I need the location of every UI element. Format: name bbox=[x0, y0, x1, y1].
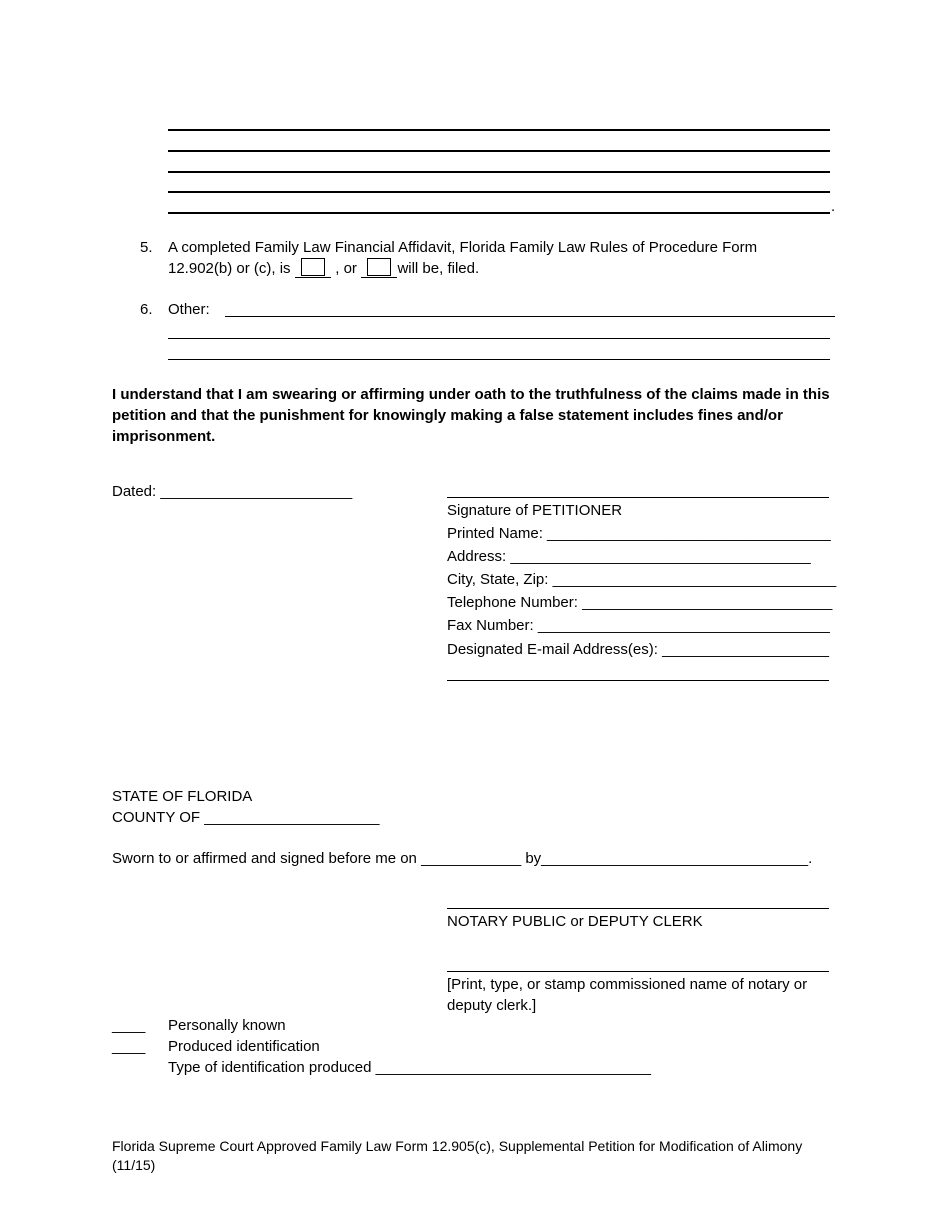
commissioned-name-line[interactable] bbox=[447, 971, 829, 972]
sworn-statement: Sworn to or affirmed and signed before me on ____________ by________________________________. bbox=[112, 850, 813, 867]
item5-line2-end: will be, filed. bbox=[397, 260, 480, 277]
other-line-3[interactable] bbox=[168, 359, 830, 360]
produced-id-blank[interactable]: ____ bbox=[112, 1038, 146, 1055]
state-label: STATE OF FLORIDA bbox=[112, 788, 253, 805]
item5-line2 bbox=[168, 258, 479, 279]
type-of-id-field: Type of identification produced _________________________________ bbox=[168, 1059, 651, 1076]
will-be-filed-checkbox[interactable] bbox=[361, 260, 397, 278]
blank-line bbox=[168, 150, 830, 152]
item5-line2-mid: , or bbox=[335, 260, 357, 277]
is-filed-checkbox[interactable] bbox=[295, 260, 331, 278]
footer-line2: (11/15) bbox=[112, 1157, 156, 1173]
blank-line bbox=[168, 129, 830, 131]
email-continuation-line[interactable] bbox=[447, 680, 829, 681]
personally-known-label: Personally known bbox=[168, 1017, 286, 1034]
address-field: Address: ____________________________________ bbox=[447, 548, 811, 565]
other-line-1[interactable] bbox=[225, 316, 835, 317]
county-field: COUNTY OF _____________________ bbox=[112, 809, 380, 826]
oath-statement: I understand that I am swearing or affirming under oath to the truthfulness of the claims made in this petition and that the punishment for knowingly making a false statement includes fines and/or imprisonment. bbox=[112, 386, 830, 445]
item6-label: Other: bbox=[168, 301, 210, 318]
printed-name-field: Printed Name: __________________________________ bbox=[447, 525, 831, 542]
email-field: Designated E-mail Address(es): ____________________ bbox=[447, 641, 829, 658]
item5-line1: A completed Family Law Financial Affidavit, Florida Family Law Rules of Procedure Form bbox=[168, 239, 758, 256]
blank-line bbox=[168, 212, 830, 214]
blank-line bbox=[168, 191, 830, 193]
other-line-2[interactable] bbox=[168, 338, 830, 339]
notary-signature-line[interactable] bbox=[447, 908, 829, 909]
city-state-zip-field: City, State, Zip: __________________________________ bbox=[447, 571, 837, 588]
personally-known-blank[interactable]: ____ bbox=[112, 1017, 146, 1034]
signature-line[interactable] bbox=[447, 497, 829, 498]
commissioned-note-line1: [Print, type, or stamp commissioned name of notary or bbox=[447, 976, 808, 993]
period: . bbox=[831, 198, 836, 215]
item5-number: 5. bbox=[140, 239, 153, 256]
signature-label: Signature of PETITIONER bbox=[447, 502, 623, 519]
fax-field: Fax Number: ___________________________________ bbox=[447, 617, 830, 634]
blank-line bbox=[168, 171, 830, 173]
commissioned-note-line2: deputy clerk.] bbox=[447, 997, 537, 1014]
footer-line1: Florida Supreme Court Approved Family Law Form 12.905(c), Supplemental Petition for Modification of Alimony bbox=[112, 1138, 803, 1154]
produced-id-label: Produced identification bbox=[168, 1038, 320, 1055]
dated-field: Dated: _______________________ bbox=[112, 483, 353, 500]
item5-line2-start: 12.902(b) or (c), is bbox=[168, 260, 291, 277]
item6-number: 6. bbox=[140, 301, 153, 318]
telephone-field: Telephone Number: ______________________________ bbox=[447, 594, 833, 611]
notary-label: NOTARY PUBLIC or DEPUTY CLERK bbox=[447, 913, 703, 930]
